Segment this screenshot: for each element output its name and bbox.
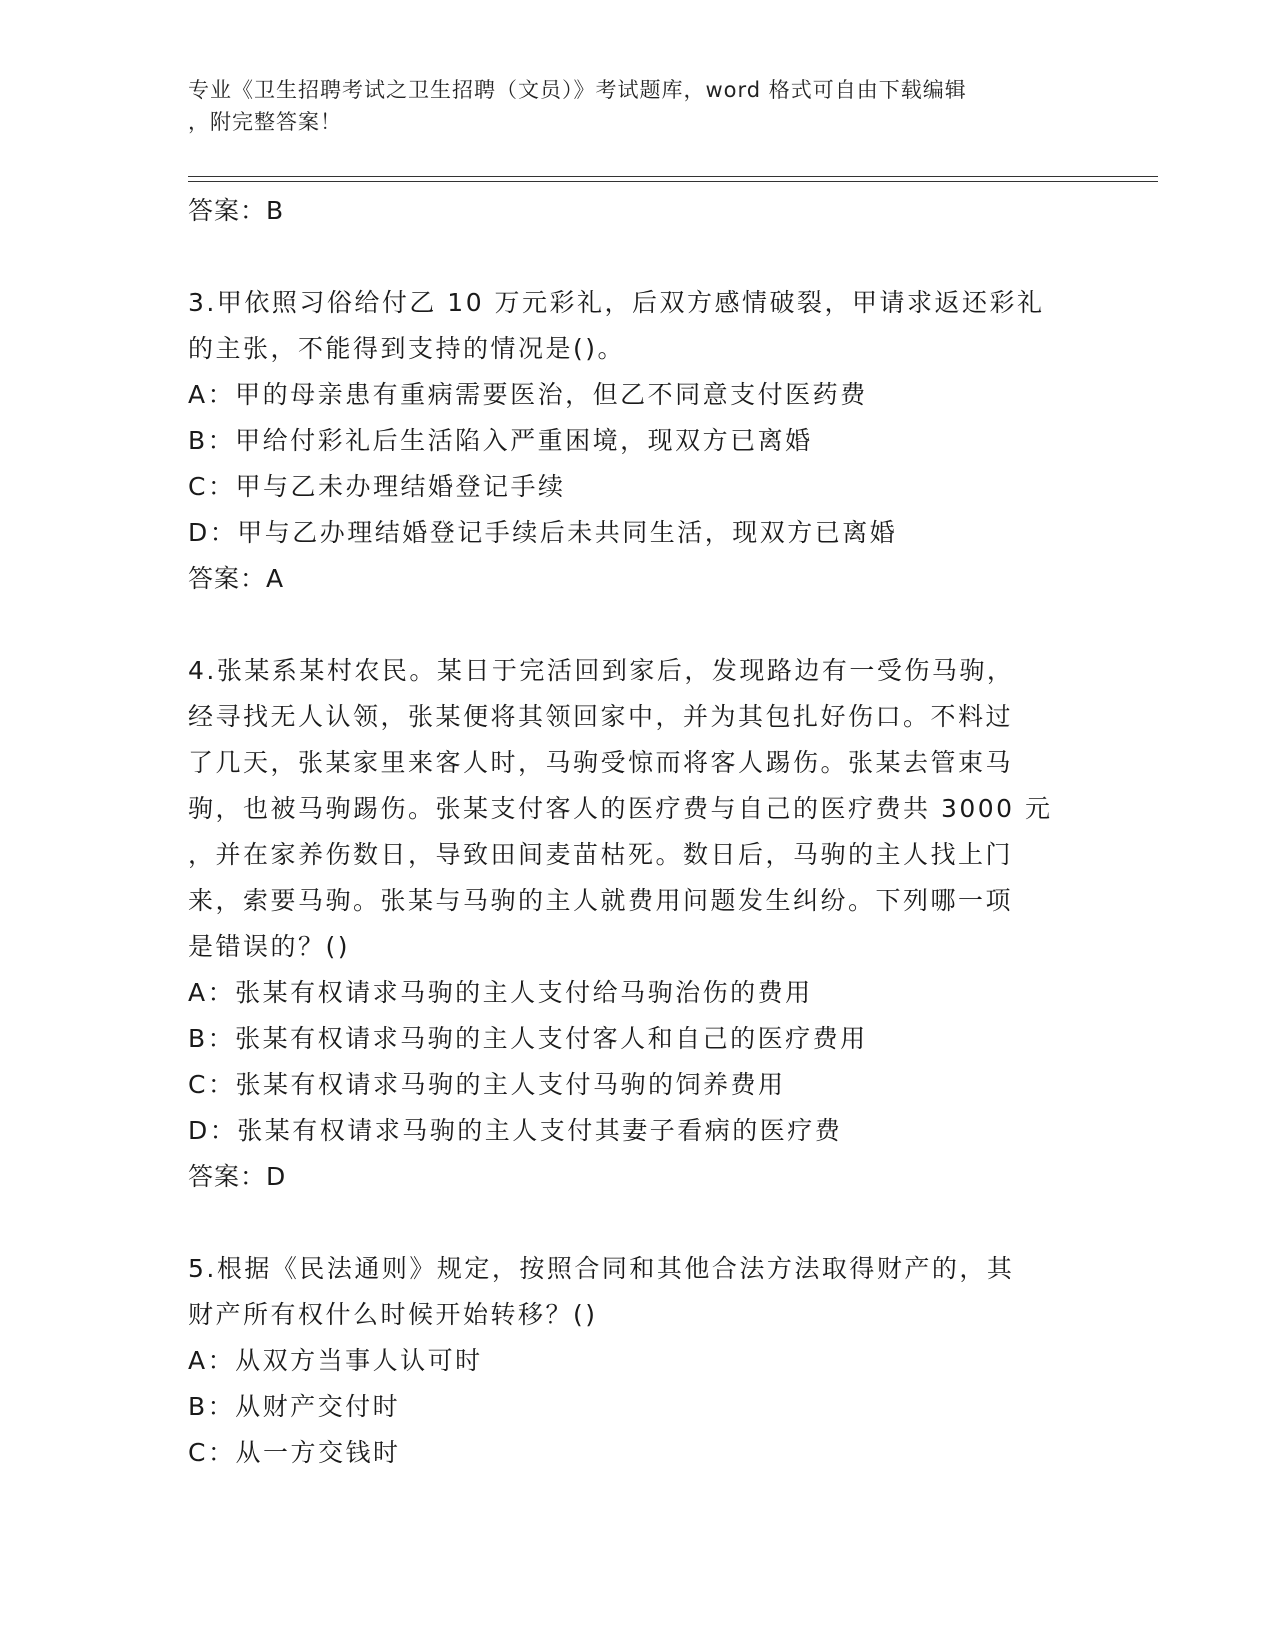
- option-d: D：甲与乙办理结婚登记手续后未共同生活，现双方已离婚: [188, 518, 898, 547]
- option-c: C：甲与乙未办理结婚登记手续: [188, 472, 566, 501]
- document-body: [188, 188, 1088, 1476]
- header-divider-bottom: [188, 181, 1158, 182]
- option-c: C：从一方交钱时: [188, 1438, 401, 1467]
- option-b: B：张某有权请求马驹的主人支付客人和自己的医疗费用: [188, 1024, 868, 1053]
- option-d: D：张某有权请求马驹的主人支付其妻子看病的医疗费: [188, 1116, 843, 1145]
- header-line-2: ，附完整答案！: [188, 110, 342, 134]
- option-c: C：张某有权请求马驹的主人支付马驹的饲养费用: [188, 1070, 786, 1099]
- option-a: A：从双方当事人认可时: [188, 1346, 483, 1375]
- question-text-line: 来，索要马驹。张某与马驹的主人就费用问题发生纠纷。下列哪一项: [188, 886, 1014, 915]
- question-text-line: 是错误的？(): [188, 932, 351, 961]
- question-answer: 答案：D: [188, 1162, 287, 1191]
- option-b: B：从财产交付时: [188, 1392, 401, 1421]
- spacer: [188, 1200, 1088, 1246]
- question-answer: 答案：A: [188, 564, 285, 593]
- previous-answer: 答案：B: [188, 196, 285, 225]
- option-a: A：甲的母亲患有重病需要医治，但乙不同意支付医药费: [188, 380, 868, 409]
- spacer: [188, 234, 1088, 280]
- option-a: A：张某有权请求马驹的主人支付给马驹治伤的费用: [188, 978, 813, 1007]
- question-text-line: 的主张，不能得到支持的情况是()。: [188, 334, 626, 363]
- question-5: [188, 1246, 1088, 1476]
- header-line-1: 专业《卫生招聘考试之卫生招聘（文员）》考试题库，word 格式可自由下载编辑: [188, 78, 967, 102]
- option-b: B：甲给付彩礼后生活陷入严重困境，现双方已离婚: [188, 426, 813, 455]
- question-text-line: 3.甲依照习俗给付乙 10 万元彩礼，后双方感情破裂，甲请求返还彩礼: [188, 288, 1045, 317]
- question-text-line: 5.根据《民法通则》规定，按照合同和其他合法方法取得财产的，其: [188, 1254, 1015, 1283]
- question-text-line: 经寻找无人认领，张某便将其领回家中，并为其包扎好伤口。不料过: [188, 702, 1014, 731]
- document-header: [188, 74, 1088, 138]
- header-divider-top: [188, 176, 1158, 177]
- question-text-line: 了几天，张某家里来客人时，马驹受惊而将客人踢伤。张某去管束马: [188, 748, 1014, 777]
- question-text-line: 驹，也被马驹踢伤。张某支付客人的医疗费与自己的医疗费共 3000 元: [188, 794, 1053, 823]
- spacer: [188, 602, 1088, 648]
- question-text-line: ，并在家养伤数日，导致田间麦苗枯死。数日后，马驹的主人找上门: [188, 840, 1014, 869]
- question-3: [188, 280, 1088, 602]
- question-text-line: 4.张某系某村农民。某日于完活回到家后，发现路边有一受伤马驹，: [188, 656, 1015, 685]
- question-text-line: 财产所有权什么时候开始转移？(): [188, 1300, 598, 1329]
- question-4: [188, 648, 1088, 1200]
